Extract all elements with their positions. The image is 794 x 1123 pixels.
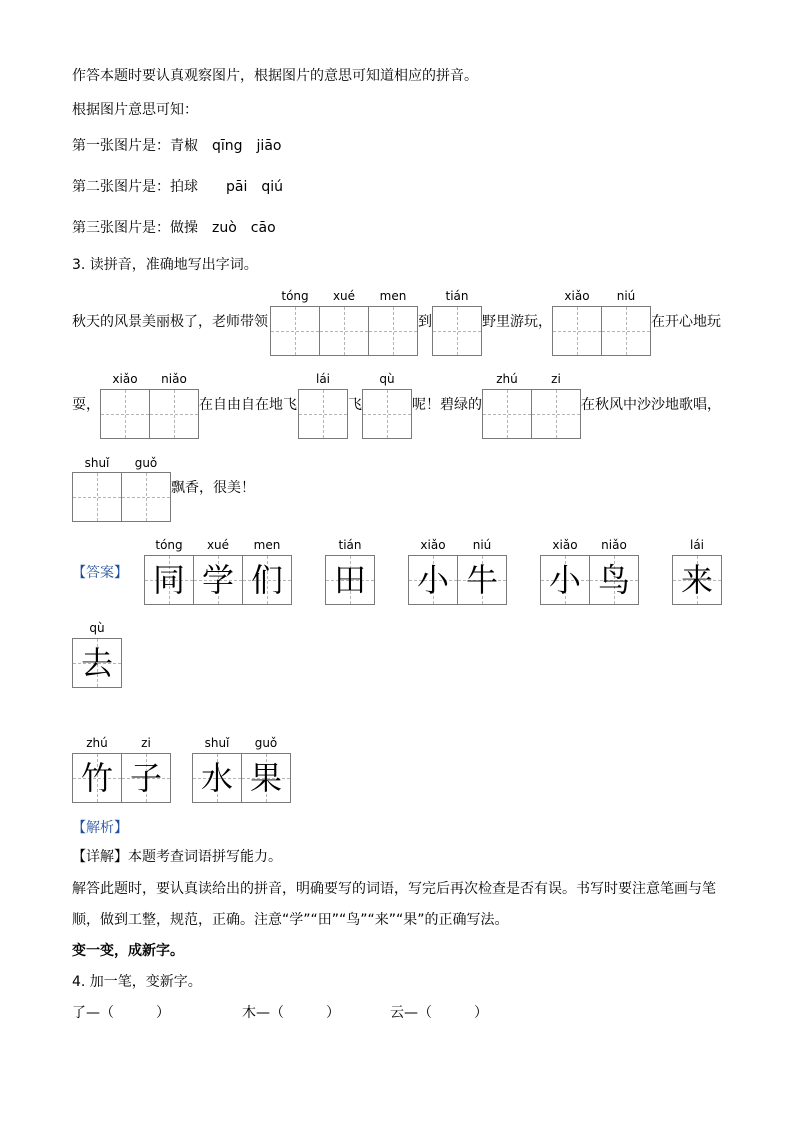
writing-box[interactable] — [432, 306, 482, 356]
answer-tag: 【答案】 — [72, 565, 128, 581]
analysis-para-2: 顺，做到工整，规范，正确。注意“学”“田”“鸟”“来”“果”的正确写法。 — [72, 912, 509, 928]
row1-text-pre: 秋天的风景美丽极了，老师带领 — [72, 314, 268, 330]
answer-pinyin: zhú — [86, 736, 108, 750]
answer-pinyin: men — [253, 538, 281, 552]
answer-char: 同 — [152, 561, 185, 599]
answer-pinyin: niǎo — [601, 538, 627, 552]
q4-item-2: 木—（ ） — [242, 1005, 340, 1021]
answer-box — [192, 753, 242, 803]
intro-line-1: 作答本题时要认真观察图片，根据图片的意思可知道相应的拼音。 — [72, 68, 478, 84]
pinyin: shuǐ — [84, 456, 110, 470]
answer-char: 田 — [333, 561, 366, 599]
q3-title: 3. 读拼音，准确地写出字词。 — [72, 257, 258, 273]
section-title: 变一变，成新字。 — [72, 943, 184, 959]
pinyin: xiǎo — [564, 289, 590, 303]
q4-title: 4. 加一笔，变新字。 — [72, 974, 202, 990]
answer-box — [72, 753, 122, 803]
writing-box[interactable] — [121, 472, 171, 522]
row2-text-post: 在秋风中沙沙地歌唱， — [581, 397, 721, 413]
answer-box — [193, 555, 243, 605]
answer-box — [457, 555, 507, 605]
answer-box — [589, 555, 639, 605]
row2-text-mid1: 在自由自在地飞 — [199, 397, 297, 413]
pinyin: xiǎo — [112, 372, 138, 386]
writing-box[interactable] — [368, 306, 418, 356]
answer-pinyin: lái — [689, 538, 705, 552]
answer-pinyin: niú — [472, 538, 492, 552]
writing-box[interactable] — [482, 389, 532, 439]
answer-char: 鸟 — [597, 561, 630, 599]
pinyin: zhú — [496, 372, 518, 386]
row1-text-post2: 在开心地玩 — [651, 314, 721, 330]
pinyin: niǎo — [161, 372, 187, 386]
analysis-para-1: 解答此题时，要认真读给出的拼音，明确要写的词语，写完后再次检查是否有误。书写时要注意笔画与笔 — [72, 881, 716, 897]
writing-box[interactable] — [601, 306, 651, 356]
q4-item-1: 了—（ ） — [72, 1005, 170, 1021]
writing-box[interactable] — [362, 389, 412, 439]
row2-text-mid3: 呢！碧绿的 — [412, 397, 482, 413]
row3-text-post: 飘香，很美！ — [171, 480, 255, 496]
answer-char: 小 — [416, 561, 449, 599]
answer-char: 子 — [129, 759, 162, 797]
answer-char: 小 — [548, 561, 581, 599]
pinyin: xué — [332, 289, 356, 303]
pinyin: niú — [616, 289, 636, 303]
intro-line-2: 根据图片意思可知： — [72, 102, 198, 118]
writing-box[interactable] — [319, 306, 369, 356]
pic3-line: 第三张图片是：做操 zuò cāo — [72, 220, 276, 236]
answer-pinyin: xiǎo — [420, 538, 446, 552]
answer-box — [540, 555, 590, 605]
writing-box[interactable] — [270, 306, 320, 356]
row1-text-post1: 野里游玩， — [482, 314, 552, 330]
writing-box[interactable] — [100, 389, 150, 439]
writing-box[interactable] — [149, 389, 199, 439]
answer-char: 果 — [249, 759, 282, 797]
pic2-line: 第二张图片是：拍球 pāi qiú — [72, 179, 284, 195]
analysis-tag: 【解析】 — [72, 820, 128, 836]
answer-pinyin: tián — [338, 538, 362, 552]
pinyin: tóng — [281, 289, 309, 303]
answer-box — [72, 638, 122, 688]
pinyin: guǒ — [134, 456, 158, 470]
answer-box — [325, 555, 375, 605]
answer-pinyin: shuǐ — [204, 736, 230, 750]
pinyin: tián — [445, 289, 469, 303]
pinyin: qù — [379, 372, 395, 386]
answer-pinyin: qù — [89, 621, 105, 635]
q4-item-3: 云—（ ） — [390, 1005, 488, 1021]
row2-text-mid2: 飞 — [348, 397, 362, 413]
answer-pinyin: zi — [141, 736, 151, 750]
writing-box[interactable] — [72, 472, 122, 522]
answer-pinyin: tóng — [155, 538, 183, 552]
answer-box — [121, 753, 171, 803]
answer-box — [241, 753, 291, 803]
answer-box — [242, 555, 292, 605]
answer-pinyin: guǒ — [254, 736, 278, 750]
writing-box[interactable] — [552, 306, 602, 356]
answer-char: 来 — [680, 561, 713, 599]
answer-char: 们 — [250, 561, 283, 599]
pic1-line: 第一张图片是：青椒 qīng jiāo — [72, 138, 282, 154]
answer-pinyin: xiǎo — [552, 538, 578, 552]
analysis-detail: 【详解】本题考查词语拼写能力。 — [72, 849, 282, 865]
writing-box[interactable] — [531, 389, 581, 439]
writing-box[interactable] — [298, 389, 348, 439]
pinyin: zi — [551, 372, 561, 386]
answer-pinyin: xué — [206, 538, 230, 552]
answer-char: 牛 — [465, 561, 498, 599]
row1-text-mid: 到 — [418, 314, 432, 330]
answer-char: 竹 — [80, 759, 113, 797]
answer-box — [144, 555, 194, 605]
pinyin: men — [379, 289, 407, 303]
answer-box — [672, 555, 722, 605]
answer-char: 学 — [201, 561, 234, 599]
answer-box — [408, 555, 458, 605]
row2-text-pre: 耍， — [72, 397, 100, 413]
pinyin: lái — [315, 372, 331, 386]
answer-char: 去 — [80, 644, 113, 682]
answer-char: 水 — [200, 759, 233, 797]
